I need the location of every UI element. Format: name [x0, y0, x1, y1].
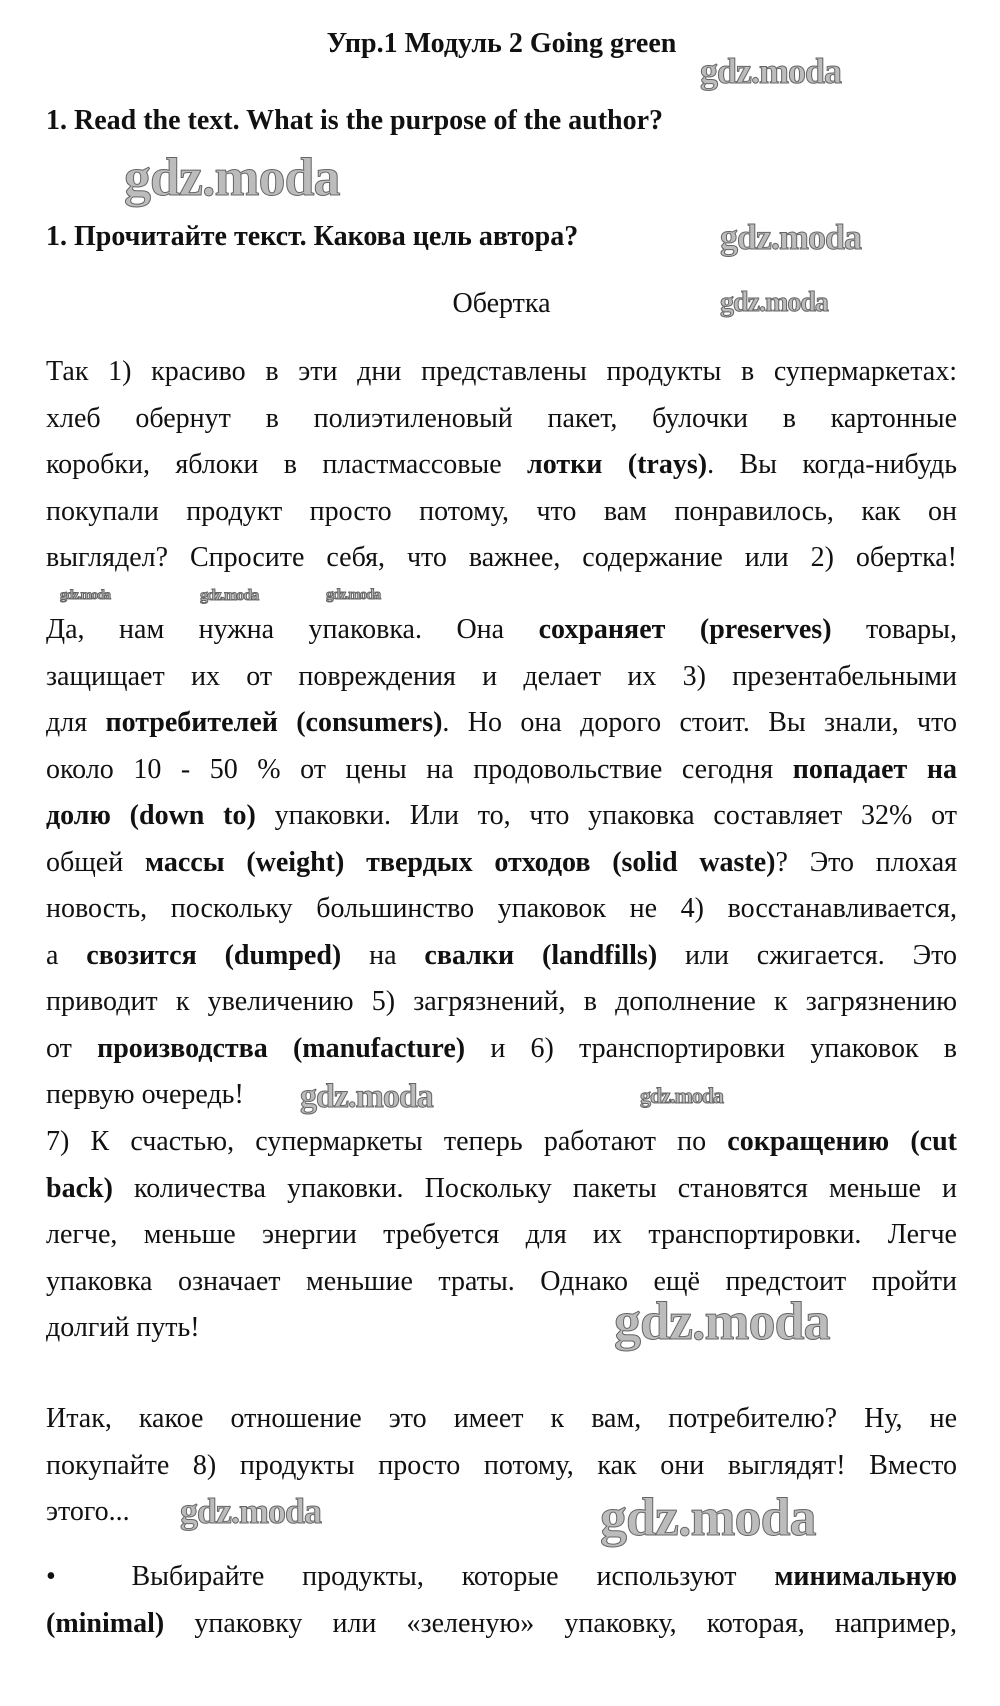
text-segment: новость, поскольку большинство упаковок не 4) восстанавливается, [46, 893, 957, 924]
watermark: gdz.moda [60, 588, 110, 603]
watermark: gdz.moda [300, 1078, 433, 1115]
text-segment: от [46, 1032, 98, 1064]
text-line [46, 700, 957, 747]
text-segment: для [46, 707, 106, 738]
text-line [46, 1072, 957, 1119]
text-segment: количества упаковки. Поскольку пакеты становятся меньше и [112, 1172, 957, 1204]
watermark: gdz.moda [614, 1291, 830, 1351]
text-segment: . Но она дорого стоит. Вы знали, что [442, 707, 957, 738]
text-line [46, 1212, 957, 1259]
bold-term: сохраняет (preserves) [538, 614, 832, 645]
text-segment: выглядел? Спросите себя, что важнее, содержание или 2) обертка! [46, 542, 957, 573]
text-line [46, 349, 957, 396]
text-segment: или сжигается. Это [657, 939, 957, 971]
text-line [46, 1166, 957, 1213]
paragraph-2 [46, 607, 957, 1119]
text-segment: на [341, 939, 425, 971]
text-line [46, 793, 957, 840]
bold-term: back) [46, 1172, 113, 1204]
bold-term: долю (down to) [46, 800, 256, 831]
watermark: gdz.moda [180, 1491, 322, 1531]
bullet-item [46, 1554, 957, 1647]
text-line [46, 489, 957, 536]
text-line [46, 933, 957, 980]
text-segment: этого... [46, 1496, 130, 1527]
text-segment: около 10 - 50 % от цены на продовольствие сегодня [46, 753, 793, 785]
watermark: gdz.moda [720, 217, 862, 257]
text-segment: товары, [831, 614, 957, 645]
watermark: gdz.moda [326, 587, 381, 603]
watermark: gdz.moda [600, 1487, 816, 1547]
text-segment: долгий путь! [46, 1312, 200, 1343]
text-line [46, 442, 957, 489]
text-segment: • Выбирайте продукты, которые используют [46, 1561, 775, 1592]
text-line [46, 1396, 957, 1443]
watermark: gdz.moda [700, 51, 842, 91]
text-segment: легче, меньше энергии требуется для их транспортировки. Легче [46, 1219, 957, 1250]
text-segment: а [46, 939, 87, 971]
text-line [46, 979, 957, 1026]
text-segment: и 6) транспортировки упаковок в [465, 1032, 957, 1064]
text-segment: упаковки. Или то, что упаковка составляет 32% от [255, 800, 957, 831]
text-segment: Да, нам нужна упаковка. Она [46, 614, 539, 645]
heading-english: 1. Read the text. What is the purpose of the author? [46, 105, 664, 136]
text-line [46, 1443, 957, 1490]
bold-term: лотки (trays) [527, 449, 708, 480]
text-line [46, 535, 957, 582]
text-line [46, 607, 957, 654]
text-line [46, 840, 957, 887]
text-line [46, 654, 957, 701]
text-line [46, 1026, 957, 1073]
text-segment: покупали продукт просто потому, что вам понравилось, как он [46, 495, 957, 527]
bold-term: производства (manufacture) [97, 1032, 466, 1064]
text-segment: защищает их от повреждения и делает их 3) презентабельными [46, 660, 957, 692]
bold-term: свалки (landfills) [424, 939, 658, 971]
bold-term: свозится (dumped) [86, 939, 342, 971]
bold-term: сокращению (cut [727, 1126, 957, 1157]
text-segment: хлеб обернут в полиэтиленовый пакет, булочки в картонные [46, 402, 957, 434]
bold-term: (minimal) [46, 1607, 165, 1639]
watermark: gdz.moda [640, 1083, 724, 1108]
text-line [46, 1601, 957, 1648]
bold-term: массы (weight) твердых отходов (solid waste) [144, 846, 776, 878]
heading-russian: 1. Прочитайте текст. Какова цель автора? [46, 221, 579, 252]
text-line [46, 886, 957, 933]
watermark: gdz.moda [200, 587, 259, 604]
text-segment: приводит к увеличению 5) загрязнений, в дополнение к загрязнению [46, 986, 957, 1017]
text-segment: общей [46, 846, 145, 878]
text-line [46, 747, 957, 794]
watermark: gdz.moda [124, 147, 340, 207]
text-segment: . Вы когда-нибудь [707, 449, 957, 480]
text-segment: 7) К счастью, супермаркеты теперь работают по [46, 1126, 728, 1157]
text-segment: Итак, какое отношение это имеет к вам, потребителю? Ну, не [46, 1403, 957, 1434]
text-segment: покупайте 8) продукты просто потому, как они выглядят! Вместо [46, 1449, 957, 1481]
bold-term: потребителей (consumers) [105, 707, 443, 738]
text-title: Обертка [452, 288, 551, 319]
paragraph-1 [46, 349, 957, 582]
text-segment: упаковка означает меньшие траты. Однако ещё предстоит пройти [46, 1265, 957, 1297]
text-segment: первую очередь! [46, 1079, 244, 1110]
bold-term: попадает на [792, 753, 957, 785]
text-line [46, 396, 957, 443]
text-segment: ? Это плохая [775, 846, 958, 878]
text-segment: коробки, яблоки в пластмассовые [46, 449, 528, 480]
text-segment: Так 1) красиво в эти дни представлены продукты в супермаркетах: [46, 356, 957, 387]
text-segment: упаковку или «зеленую» упаковку, которая, например, [164, 1607, 957, 1639]
text-line [46, 1119, 957, 1166]
watermark: gdz.moda [720, 287, 828, 318]
text-line [46, 1554, 957, 1601]
bold-term: минимальную [774, 1561, 957, 1592]
page-title: Упр.1 Модуль 2 Going green [326, 28, 677, 59]
